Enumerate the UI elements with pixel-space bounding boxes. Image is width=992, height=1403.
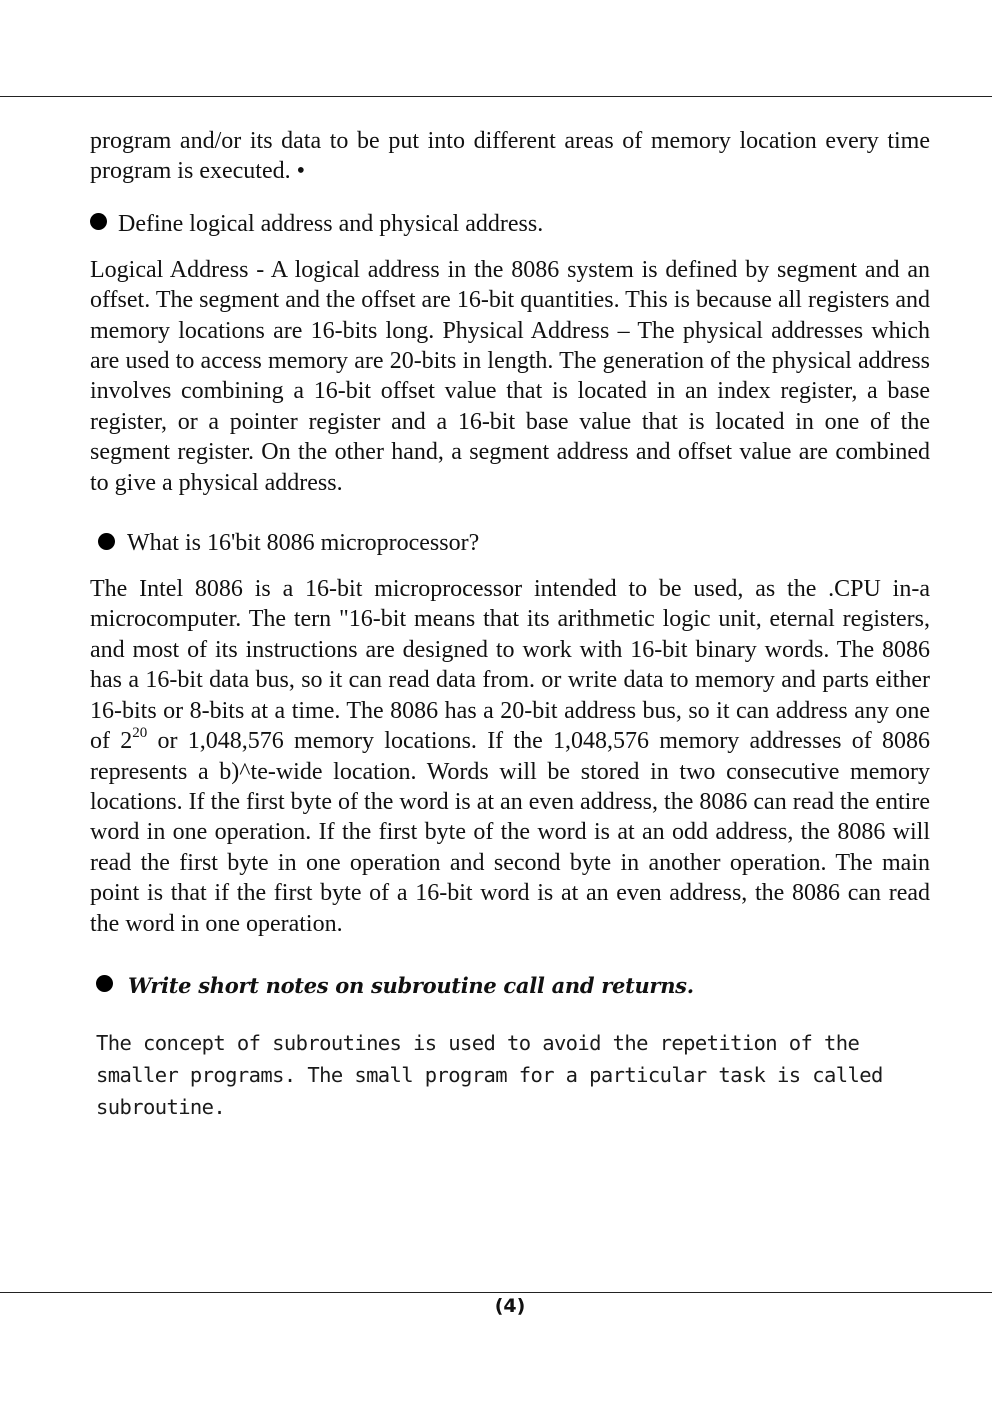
page-content: [90, 126, 930, 1123]
answer-line: smaller programs. The small program for a particular task is called: [96, 1062, 883, 1087]
answer-line: subroutine.: [96, 1094, 226, 1119]
bullet-icon: [96, 975, 113, 992]
answer-line: The concept of subroutines is used to avoid the repetition of the: [96, 1030, 860, 1055]
question-text: Define logical address and physical address.: [118, 210, 544, 237]
bullet-icon: [90, 213, 107, 230]
answer-8086-microprocessor: [90, 574, 930, 939]
question-subroutine-notes: [96, 971, 930, 1001]
page-number: (4): [494, 1295, 526, 1317]
question-8086-microprocessor: [98, 528, 930, 558]
answer-subroutine: [96, 1027, 930, 1123]
continued-paragraph: program and/or its data to be put into different areas of memory location every time program is executed. •: [90, 128, 930, 185]
answer-logical-physical-address: Logical Address - A logical address in the 8086 system is defined by segment and an offset. The segment and the offset are 16-bit quantities. This is because all registers and memory locations are 16-bits long. Physical Address – The physical addresses which are used to access memory are 20-bits in length. The generation of the physical address involves combining a 16-bit offset value that is located in an index register, a base register, or a pointer register and a 16-bit base value that is located in one of the segment register. On the other hand, a segment address and offset value are combined to give a physical address.: [90, 256, 930, 496]
question-define-addresses: [90, 209, 930, 239]
answer-text-part1: The Intel 8086 is a 16-bit microprocessor intended to be used, as the .CPU in-a microcomputer. The tern "16-bit means that its arithmetic logic unit, eternal registers, and most of its instructions are designed to work with 16-bit binary words. The 8086 has a 16-bit data bus, so it can read data from. or write data to memory and parts either 16-bits or 8-bits at a time. The 8086 has a 20-bit address bus, so it can address any one of 2: [90, 576, 930, 755]
question-text: What is 16'bit 8086 microprocessor?: [127, 530, 480, 557]
header-rule: [0, 96, 992, 97]
bullet-icon: [98, 533, 115, 550]
answer-text-part2: or 1,048,576 memory locations. If the 1,048,576 memory addresses of 8086 represents a b)^te-wide location. Words will be stored in two consecutive memory locations. If the first byte of the word is at an even address, the 8086 can read the entire word in one operation. If the first byte of the word is at an odd address, the 8086 will read the first byte in one operation and second byte in another operation. The main point is that if the first byte of a 16-bit word is at an even address, the 8086 can read the word in one operation.: [90, 728, 930, 937]
exponent: 20: [132, 725, 148, 742]
question-text: Write short notes on subroutine call and returns.: [128, 972, 694, 998]
